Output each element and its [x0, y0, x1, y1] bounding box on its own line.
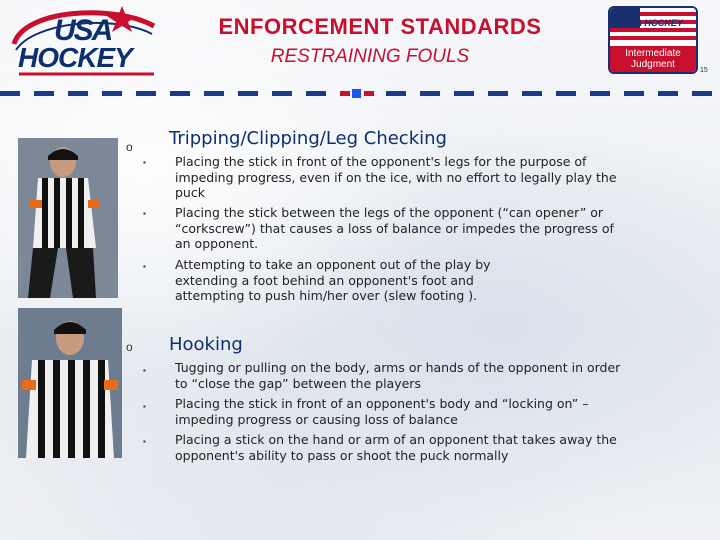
page-number: 15 — [700, 67, 708, 74]
flag-stripes-icon — [610, 8, 696, 46]
section-marker: o — [126, 140, 133, 154]
usa-hockey-logo — [4, 4, 164, 76]
bullet-icon: ▪ — [143, 209, 146, 218]
referee-figure-icon — [18, 138, 118, 298]
referee-photo-hooking — [18, 308, 122, 458]
section-heading-hooking: Hooking — [169, 334, 243, 355]
bullet-text: Attempting to take an opponent out of the play by extending a foot behind an opponent's foot and attempting to push him/her over (slew footing ). — [175, 257, 491, 303]
section-heading-tripping: Tripping/Clipping/Leg Checking — [169, 128, 447, 149]
intermediate-judgment-badge — [608, 6, 698, 74]
bullet-icon: ▪ — [143, 366, 146, 375]
center-dot-icon — [352, 89, 361, 98]
section-marker: o — [126, 340, 133, 354]
bullet-text: Placing the stick in front of an opponent's body and “locking on” – impeding progress or causing loss of balance — [175, 396, 589, 427]
bullet-icon: ▪ — [143, 437, 146, 446]
bullet-text: Tugging or pulling on the body, arms or hands of the opponent in order to “close the gap” between the players — [175, 360, 621, 391]
bullet-text: Placing the stick in front of the opponent's legs for the purpose of impeding progress, even if on the ice, with no effort to legally play the puck — [175, 154, 617, 200]
logo-usa-text: USA — [54, 14, 112, 47]
bullet-text: Placing a stick on the hand or arm of an opponent that takes away the opponent's ability to pass or shoot the puck normally — [175, 432, 617, 463]
logo-hockey-text: HOCKEY — [18, 42, 132, 73]
referee-figure-icon — [18, 308, 122, 458]
bullet-text: Placing the stick between the legs of the opponent (“can opener” or “corkscrew”) that causes a loss of balance or impedes the progress of an opponent. — [175, 205, 614, 251]
referee-photo-tripping — [18, 138, 118, 298]
bullet-icon: ▪ — [143, 262, 146, 271]
page-title: ENFORCEMENT STANDARDS — [218, 14, 542, 39]
rink-divider — [0, 88, 720, 98]
badge-logo-text: USA HOCKEY — [623, 18, 683, 28]
badge-label: Intermediate Judgment — [610, 46, 696, 72]
bullet-icon: ▪ — [143, 158, 146, 167]
bullet-icon: ▪ — [143, 402, 146, 411]
page-subtitle: RESTRAINING FOULS — [270, 46, 470, 67]
